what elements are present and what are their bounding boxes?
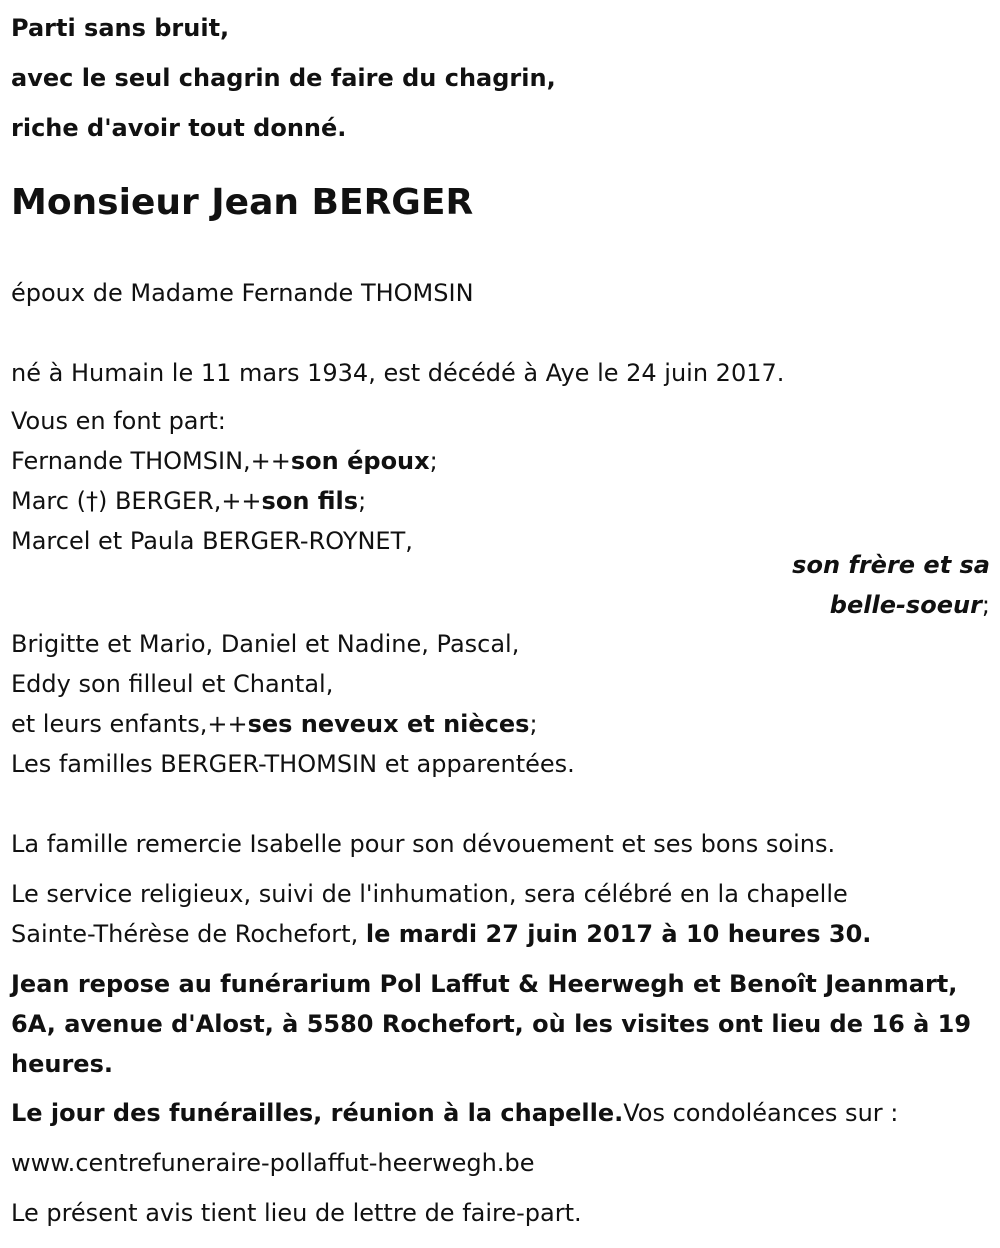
spouse-line: époux de Madame Fernande THOMSIN	[11, 279, 474, 307]
announce-intro: Vous en font part:	[11, 407, 226, 435]
families-line: Les familles BERGER-THOMSIN et apparentées.	[11, 750, 575, 778]
visitation-line-3: heures.	[11, 1050, 113, 1078]
closing-line: Le présent avis tient lieu de lettre de faire-part.	[11, 1199, 582, 1227]
semicolon: ;	[529, 710, 538, 738]
nephews-relation: ses neveux et nièces	[247, 710, 530, 738]
family-member-3-relation-line-1: son frère et sa	[792, 551, 990, 579]
poem-line-1: Parti sans bruit,	[11, 14, 230, 42]
poem-line-3: riche d'avoir tout donné.	[11, 114, 347, 142]
funeral-day-line	[11, 1098, 898, 1128]
relation-text: belle-soeur	[829, 591, 982, 619]
thanks-line: La famille remercie Isabelle pour son dévouement et ses bons soins.	[11, 830, 836, 858]
nephews-line-2: Eddy son filleul et Chantal,	[11, 670, 334, 698]
visitation-line-2: 6A, avenue d'Alost, à 5580 Rochefort, où les visites ont lieu de 16 à 19	[11, 1010, 972, 1038]
cross-icon: †	[85, 487, 98, 515]
website-link[interactable]: www.centrefuneraire-pollaffut-heerwegh.be	[11, 1149, 535, 1177]
family-member-1-relation: son époux	[290, 447, 430, 475]
semicolon: ;	[981, 591, 990, 619]
nephews-line-1: Brigitte et Mario, Daniel et Nadine, Pascal,	[11, 630, 520, 658]
family-member-2-relation: son fils	[261, 487, 359, 515]
family-member-1-name: Fernande THOMSIN,++	[11, 447, 291, 475]
visitation-line-1: Jean repose au funérarium Pol Laffut & Heerwegh et Benoît Jeanmart,	[11, 970, 958, 998]
service-datetime: le mardi 27 juin 2017 à 10 heures 30.	[365, 920, 872, 948]
deceased-name: Monsieur Jean BERGER	[11, 182, 474, 223]
semicolon: ;	[358, 487, 367, 515]
funeral-day-text: Le jour des funérailles, réunion à la chapelle.	[11, 1099, 624, 1127]
service-line-2	[11, 919, 871, 949]
family-member-3: Marcel et Paula BERGER-ROYNET,	[11, 527, 413, 555]
family-member-3-relation-line-2	[830, 590, 990, 620]
birth-death-line: né à Humain le 11 mars 1934, est décédé à Aye le 24 juin 2017.	[11, 359, 785, 387]
family-member-2-name-a: Marc (	[11, 487, 86, 515]
poem-line-2: avec le seul chagrin de faire du chagrin,	[11, 64, 556, 92]
service-line-1: Le service religieux, suivi de l'inhumation, sera célébré en la chapelle	[11, 880, 848, 908]
condolences-text: Vos condoléances sur :	[623, 1099, 899, 1127]
semicolon: ;	[429, 447, 438, 475]
family-member-2	[11, 486, 366, 516]
family-member-2-name-b: ) BERGER,++	[97, 487, 262, 515]
family-member-1	[11, 446, 438, 476]
service-location: Sainte-Thérèse de Rochefort,	[11, 920, 366, 948]
nephews-text: et leurs enfants,++	[11, 710, 248, 738]
nephews-line-3	[11, 709, 538, 739]
